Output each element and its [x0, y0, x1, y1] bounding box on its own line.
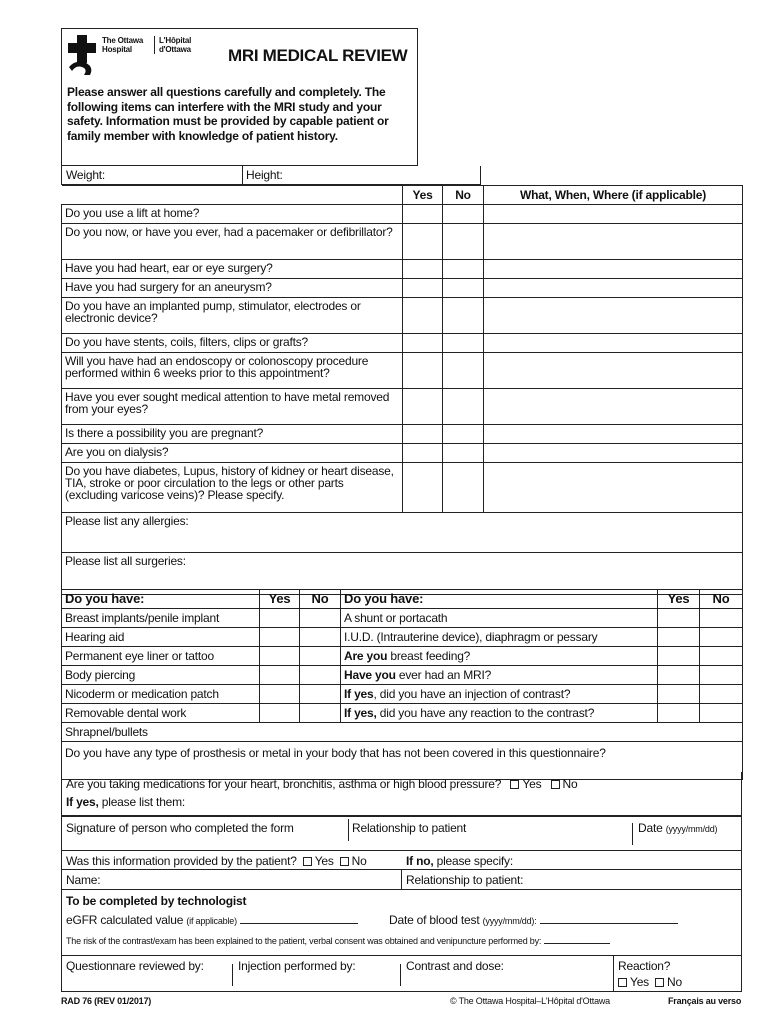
devices-table	[61, 589, 743, 780]
no-header: No	[443, 186, 484, 205]
no-cell[interactable]	[300, 685, 341, 704]
details-cell[interactable]	[484, 224, 743, 260]
medical-questions-table	[61, 185, 743, 595]
yes-cell[interactable]	[658, 704, 700, 723]
no-cell[interactable]	[443, 425, 484, 444]
divider	[348, 819, 349, 841]
question: Have you had heart, ear or eye surgery?	[62, 260, 403, 279]
yes-header: Yes	[658, 590, 700, 609]
surgeries-field[interactable]: Please list all surgeries:	[62, 553, 743, 595]
medications-list-label: If yes, please list them:	[66, 795, 186, 809]
name-label: Name:	[66, 873, 101, 887]
item: Hearing aid	[62, 628, 260, 647]
question: Have you had surgery for an aneurysm?	[62, 279, 403, 298]
no-cell[interactable]	[443, 389, 484, 425]
signature-row	[61, 816, 742, 851]
item: I.U.D. (Intrauterine device), diaphragm or pessary	[341, 628, 658, 647]
no-cell[interactable]	[700, 666, 743, 685]
no-cell[interactable]	[700, 647, 743, 666]
yes-cell[interactable]	[658, 666, 700, 685]
yes-checkbox[interactable]	[303, 857, 312, 866]
yes-cell[interactable]	[658, 609, 700, 628]
no-cell[interactable]	[700, 628, 743, 647]
hospital-logo	[66, 33, 216, 79]
no-cell[interactable]	[300, 704, 341, 723]
provided-row	[61, 851, 742, 870]
question: Are you on dialysis?	[62, 444, 403, 463]
divider	[632, 823, 633, 845]
item: If yes, did you have an injection of contrast?	[341, 685, 658, 704]
what-header: What, When, Where (if applicable)	[484, 186, 743, 205]
no-header: No	[700, 590, 743, 609]
yes-cell[interactable]	[403, 260, 443, 279]
no-cell[interactable]	[443, 224, 484, 260]
details-cell[interactable]	[484, 444, 743, 463]
question: Do you now, or have you ever, had a pacemaker or defibrillator?	[62, 224, 403, 260]
question: Do you use a lift at home?	[62, 205, 403, 224]
details-cell[interactable]	[484, 389, 743, 425]
weight-height-row	[61, 166, 481, 185]
item: Nicoderm or medication patch	[62, 685, 260, 704]
no-cell[interactable]	[700, 609, 743, 628]
medications-question: Are you taking medications for your heart, bronchitis, asthma or high blood pressure? Yes No	[66, 777, 578, 791]
no-checkbox[interactable]	[340, 857, 349, 866]
item: Shrapnel/bullets	[62, 723, 743, 742]
item: Have you ever had an MRI?	[341, 666, 658, 685]
divider	[400, 964, 401, 986]
item: Body piercing	[62, 666, 260, 685]
no-cell[interactable]	[300, 628, 341, 647]
prosthesis-question: Do you have any type of prosthesis or metal in your body that has not been covered in this questionnaire?	[62, 742, 743, 780]
yes-cell[interactable]	[403, 463, 443, 513]
intro-text: Please answer all questions carefully and completely. The following items can interfere with the MRI study and your safety. Information must be provided by capable patient or family member with knowledge of patient history.	[67, 85, 389, 143]
details-cell[interactable]	[484, 463, 743, 513]
no-checkbox[interactable]	[551, 780, 560, 789]
yes-cell[interactable]	[260, 628, 300, 647]
logo-french: L'Hôpital d'Ottawa	[154, 36, 191, 54]
yes-checkbox[interactable]	[510, 780, 519, 789]
french-version-note: Français au verso	[668, 996, 742, 1006]
medications-box	[61, 772, 742, 816]
height-label: Height:	[246, 168, 283, 182]
form-header	[61, 28, 418, 166]
details-cell[interactable]	[484, 334, 743, 353]
yes-cell[interactable]	[403, 279, 443, 298]
yes-header: Yes	[403, 186, 443, 205]
no-cell[interactable]	[443, 205, 484, 224]
yes-cell[interactable]	[403, 205, 443, 224]
technologist-box	[61, 890, 742, 956]
item: A shunt or portacath	[341, 609, 658, 628]
no-cell[interactable]	[700, 704, 743, 723]
no-cell[interactable]	[443, 298, 484, 334]
allergies-field[interactable]: Please list any allergies:	[62, 513, 743, 553]
do-you-have-header-left: Do you have:	[62, 590, 260, 609]
do-you-have-header-right: Do you have:	[341, 590, 658, 609]
item: Breast implants/penile implant	[62, 609, 260, 628]
no-cell[interactable]	[300, 647, 341, 666]
question: Is there a possibility you are pregnant?	[62, 425, 403, 444]
logo-english: The Ottawa Hospital	[102, 36, 144, 54]
tech-header: To be completed by technologist	[66, 894, 247, 908]
no-cell[interactable]	[443, 444, 484, 463]
details-cell[interactable]	[484, 279, 743, 298]
question: Have you ever sought medical attention to have metal removed from your eyes?	[62, 389, 403, 425]
no-cell[interactable]	[443, 260, 484, 279]
no-cell[interactable]	[300, 666, 341, 685]
yes-cell[interactable]	[260, 609, 300, 628]
no-cell[interactable]	[443, 463, 484, 513]
details-cell[interactable]	[484, 298, 743, 334]
provided-question: Was this information provided by the patient? Yes No	[66, 854, 367, 868]
yes-cell[interactable]	[260, 685, 300, 704]
yes-cell[interactable]	[658, 628, 700, 647]
yes-checkbox[interactable]	[618, 978, 627, 987]
yes-cell[interactable]	[658, 685, 700, 704]
weight-label: Weight:	[66, 168, 106, 182]
if-no-label: If no, please specify:	[406, 854, 513, 868]
question: Do you have diabetes, Lupus, history of kidney or heart disease, TIA, stroke or poor circulation to the legs or other parts (excluding varicose veins)? Please specify.	[62, 463, 403, 513]
date-label: Date (yyyy/mm/dd)	[638, 821, 718, 835]
details-cell[interactable]	[484, 353, 743, 389]
question: Will you have had an endoscopy or colonoscopy procedure performed within 6 weeks prior to this appointment?	[62, 353, 403, 389]
item: Permanent eye liner or tattoo	[62, 647, 260, 666]
relationship2-label: Relationship to patient:	[406, 873, 524, 887]
no-cell[interactable]	[443, 279, 484, 298]
divider	[401, 870, 402, 889]
yes-cell[interactable]	[260, 704, 300, 723]
no-cell[interactable]	[443, 353, 484, 389]
signature-label: Signature of person who completed the form	[66, 821, 294, 835]
details-cell[interactable]	[484, 260, 743, 279]
yes-cell[interactable]	[403, 444, 443, 463]
reaction-options: Yes No	[612, 975, 682, 989]
yes-header: Yes	[260, 590, 300, 609]
yes-cell[interactable]	[260, 647, 300, 666]
consent-text: The risk of the contrast/exam has been explained to the patient, verbal consent was obtained and venipuncture performed by:	[66, 936, 610, 946]
review-row	[61, 956, 742, 992]
item: Are you breast feeding?	[341, 647, 658, 666]
no-cell[interactable]	[700, 685, 743, 704]
contrast-dose-label: Contrast and dose:	[406, 959, 504, 973]
blank-header	[62, 186, 403, 205]
yes-cell[interactable]	[403, 298, 443, 334]
divider	[232, 964, 233, 986]
copyright: © The Ottawa Hospital–L'Hôpital d'Ottawa	[450, 996, 610, 1006]
yes-cell[interactable]	[403, 334, 443, 353]
no-cell[interactable]	[300, 609, 341, 628]
question: Do you have an implanted pump, stimulator, electrodes or electronic device?	[62, 298, 403, 334]
question: Do you have stents, coils, filters, clips or grafts?	[62, 334, 403, 353]
injection-by-label: Injection performed by:	[238, 959, 356, 973]
item: Removable dental work	[62, 704, 260, 723]
form-number: RAD 76 (REV 01/2017)	[61, 996, 152, 1006]
name-row	[61, 870, 742, 890]
form-title: MRI MEDICAL REVIEW	[228, 46, 408, 65]
divider	[242, 166, 243, 184]
blood-test-date-label: Date of blood test (yyyy/mm/dd):	[389, 913, 678, 927]
no-cell[interactable]	[443, 334, 484, 353]
no-header: No	[300, 590, 341, 609]
yes-cell[interactable]	[403, 353, 443, 389]
cross-logo-icon	[66, 33, 100, 77]
no-checkbox[interactable]	[655, 978, 664, 987]
details-cell[interactable]	[484, 205, 743, 224]
item: If yes, did you have any reaction to the contrast?	[341, 704, 658, 723]
yes-cell[interactable]	[658, 647, 700, 666]
yes-cell[interactable]	[403, 425, 443, 444]
egfr-label: eGFR calculated value (if applicable)	[66, 913, 358, 927]
yes-cell[interactable]	[260, 666, 300, 685]
reviewed-by-label: Questionnare reviewed by:	[66, 959, 204, 973]
reaction-label: Reaction?	[618, 959, 671, 973]
details-cell[interactable]	[484, 425, 743, 444]
relationship-label: Relationship to patient	[352, 821, 467, 835]
yes-cell[interactable]	[403, 389, 443, 425]
yes-cell[interactable]	[403, 224, 443, 260]
